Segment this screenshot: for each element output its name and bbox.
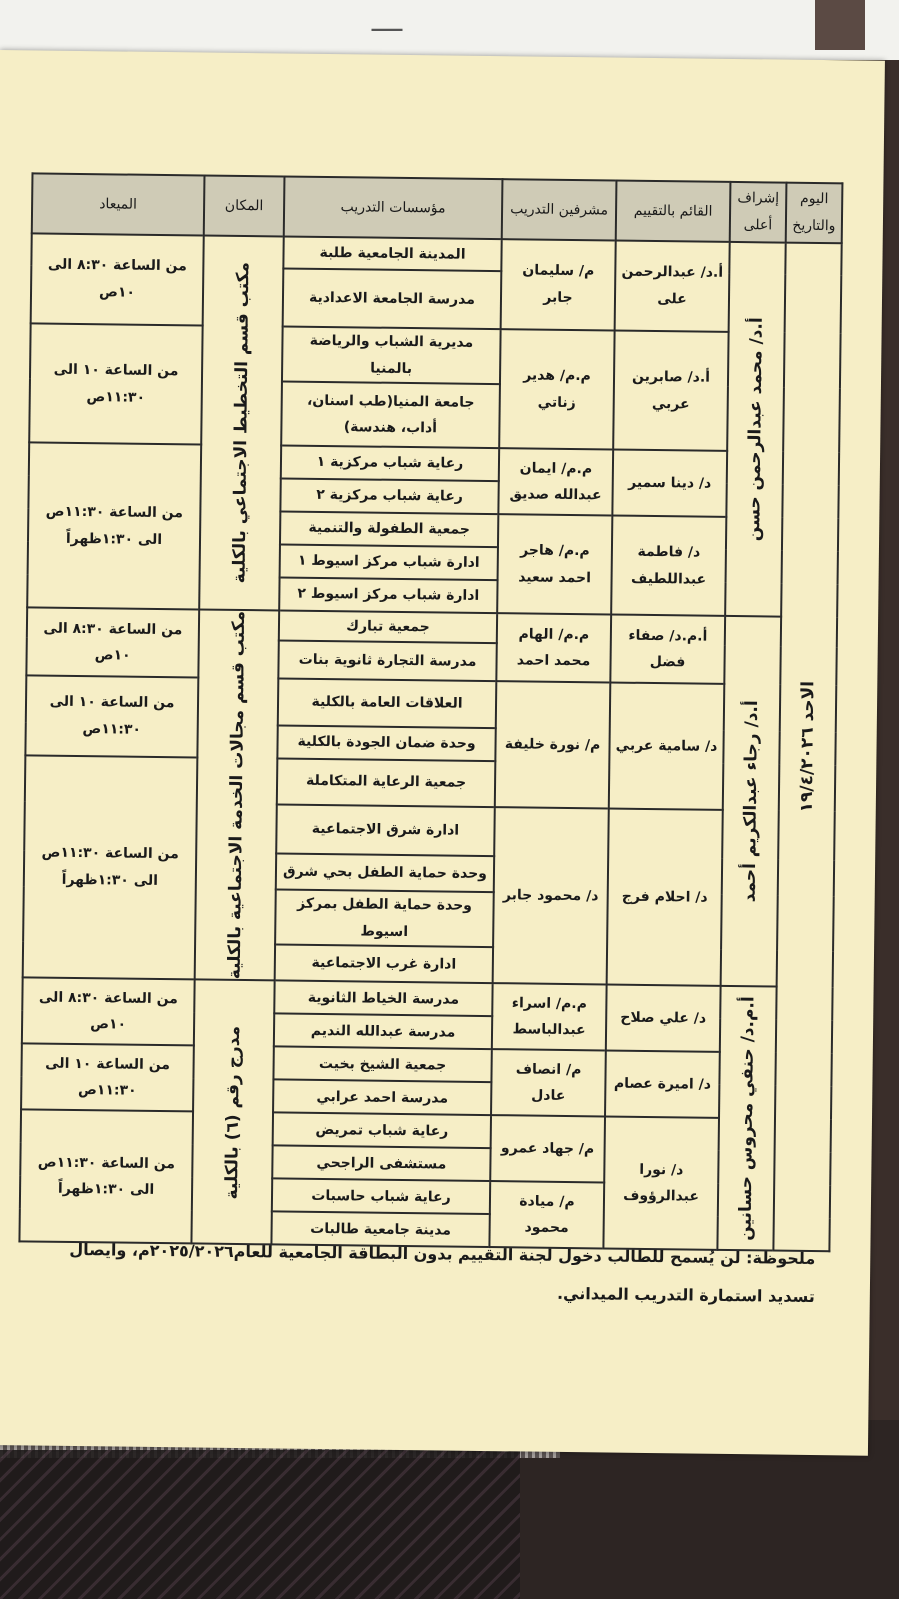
header-place: المكان <box>204 176 285 237</box>
top-supervisor-cell <box>725 242 786 617</box>
institution: ادارة شرق الاجتماعية <box>276 804 495 856</box>
institution: رعاية شباب مركزية ٢ <box>280 479 498 515</box>
supervisor: م.م/ ايمان عبدالله صديق <box>498 448 613 515</box>
time-slot: من الساعة ٨:٣٠ الى ١٠ص <box>22 978 195 1046</box>
institution: وحدة حماية الطفل بحي شرق <box>276 854 494 893</box>
top-supervisor: أ.د/ محمد عبدالرحمن حسن <box>743 317 767 542</box>
institution: وحدة حماية الطفل بمركز اسيوط <box>275 890 494 948</box>
institution: رعاية شباب مركزية ١ <box>281 446 499 482</box>
dark-edge <box>815 0 865 50</box>
institution: مدرسة الجامعة الاعدادية <box>283 268 502 329</box>
supervisor: م.م/ الهام محمد احمد <box>496 613 611 682</box>
supervisor: م.م/ هدير زناتي <box>499 329 614 450</box>
supervisor: م/ ميادة محمود <box>489 1182 604 1249</box>
header-row <box>32 173 843 243</box>
institution: مديرية الشباب والرياضة بالمنيا <box>282 326 501 384</box>
supervisor: م/ سليمان جابر <box>501 239 616 330</box>
evaluator: د/ اميرة عصام <box>605 1051 720 1118</box>
header-day: اليوم والتاريخ <box>786 183 843 244</box>
institution: مدرسة التجارة ثانوية بنات <box>278 641 496 682</box>
institution: مستشفى الراجحي <box>272 1146 490 1182</box>
top-supervisor-cell <box>721 616 782 987</box>
header-institutions: مؤسسات التدريب <box>284 176 503 239</box>
handwritten-scribble: — <box>370 8 404 48</box>
header-supervisors: مشرفين التدريب <box>502 179 617 240</box>
institution: مدرسة الخياط الثانوية <box>274 981 492 1017</box>
time-slot: من الساعة ٨:٣٠ الى ١٠ص <box>26 608 199 678</box>
supervisor: م/ جهاد عمرو <box>490 1116 605 1183</box>
evaluator: د/ علي صلاح <box>606 985 721 1052</box>
time-slot: من الساعة ١٠ الى ١١:٣٠ص <box>25 676 198 757</box>
patterned-cloth <box>0 1450 520 1599</box>
evaluator: د/ سامية عربي <box>609 683 725 810</box>
evaluator: د/ نورا عبدالرؤوف <box>603 1117 719 1250</box>
institution: جمعية الشيخ بخيت <box>273 1047 491 1083</box>
supervisor: م.م/ هاجر احمد سعيد <box>497 514 612 614</box>
time-slot: من الساعة ٨:٣٠ الى ١٠ص <box>31 233 204 325</box>
place-cell <box>195 610 280 981</box>
evaluator: أ.م.د/ صفاء فضل <box>610 615 725 684</box>
evaluator: د/ احلام فرج <box>607 808 723 986</box>
time-slot: من الساعة ١٠ الى ١١:٣٠ص <box>21 1044 194 1112</box>
header-supervision: إشراف أعلى <box>730 182 787 243</box>
institution: جمعية الطفولة والتنمية <box>280 512 498 548</box>
institution: ادارة شباب مركز اسيوط ٢ <box>279 578 497 614</box>
institution: وحدة ضمان الجودة بالكلية <box>277 725 495 761</box>
supervisor: د/ محمود جابر <box>493 807 609 985</box>
institution: ادارة شباب مركز اسيوط ١ <box>280 545 498 581</box>
institution: العلاقات العامة بالكلية <box>278 679 497 728</box>
time-slot: من الساعة ١١:٣٠ص الى ١:٣٠ظهراً <box>27 443 201 610</box>
evaluator: أ.د/ عبدالرحمن على <box>615 241 730 332</box>
place-cell <box>199 236 284 611</box>
institution: جمعية الرعاية المتكاملة <box>277 758 496 807</box>
institution: مدينة جامعية طالبات <box>271 1212 489 1248</box>
evaluator: أ.د/ صابرين عربي <box>613 331 728 452</box>
institution: مدرسة احمد عرابي <box>273 1080 491 1116</box>
time-slot: من الساعة ١١:٣٠ص الى ١:٣٠ظهراً <box>23 755 198 980</box>
institution: ادارة غرب الاجتماعية <box>275 945 493 984</box>
footnote: ملحوظة: لن يُسمح للطالب دخول لجنة التقييم بدون البطاقة الجامعية للعام٢٠٢٥/٢٠٢٦م، وايصال تسديد استمارة التدريب الميداني. <box>69 1239 816 1307</box>
place: مدرج رقم (٦) بالكلية <box>221 1025 244 1200</box>
document-page <box>0 50 885 1456</box>
supervisor: م.م/ اسراء عبدالباسط <box>492 984 607 1051</box>
top-supervisor-cell <box>717 986 776 1251</box>
top-supervisor: أ.د/ رجاء عبدالكريم أحمد <box>739 700 762 903</box>
time-slot: من الساعة ١١:٣٠ص الى ١:٣٠ظهراً <box>19 1110 193 1244</box>
supervisor: م/ انصاف عادل <box>491 1050 606 1117</box>
institution: جمعية تبارك <box>279 611 497 644</box>
supervisor: م/ نورة خليفة <box>495 681 611 808</box>
place-cell <box>191 980 274 1245</box>
institution: جامعة المنيا(طب اسنان، أداب، هندسة) <box>281 382 500 449</box>
place: مكتب قسم مجالات الخدمة الاجتماعية بالكلية <box>224 611 250 980</box>
schedule-table <box>18 172 843 1252</box>
institution: مدرسة عبدالله النديم <box>274 1014 492 1050</box>
top-supervisor: أ.م.د/ حنفي محروس حسانين <box>735 996 759 1241</box>
evaluator: د/ فاطمة عبداللطيف <box>611 516 726 616</box>
evaluator: د/ دينا سمير <box>612 450 727 517</box>
institution: المدينة الجامعية طلبة <box>283 236 501 271</box>
time-slot: من الساعة ١٠ الى ١١:٣٠ص <box>29 323 202 444</box>
institution: رعاية شباب حاسبات <box>272 1179 490 1215</box>
header-time: الميعاد <box>32 173 205 235</box>
institution: رعاية شباب تمريض <box>273 1113 491 1149</box>
header-evaluator: القائم بالتقييم <box>616 181 731 242</box>
place: مكتب قسم التخطيط الاجتماعي بالكلية <box>229 262 254 584</box>
day-date: الاحد ١٩/٤/٢٠٢٦ <box>796 681 819 814</box>
